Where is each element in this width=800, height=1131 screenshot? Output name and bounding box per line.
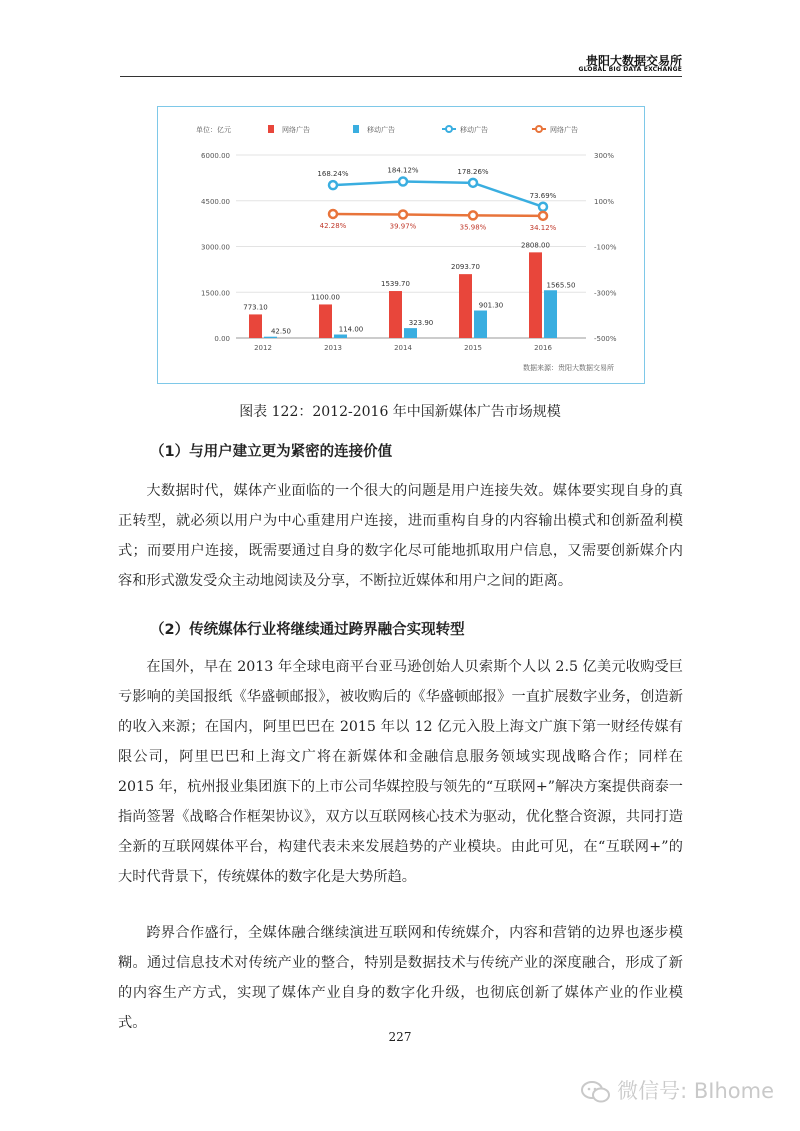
- header-title: 贵阳大数据交易所: [585, 54, 682, 68]
- section1-heading: （1）与用户建立更为紧密的连接价值: [150, 444, 393, 460]
- bar-value-label: 773.10: [243, 303, 268, 312]
- y-left-tick-label: 0.00: [214, 335, 230, 343]
- x-tick-label: 2012: [254, 344, 272, 352]
- wechat-icon: [581, 1080, 611, 1104]
- line-value-label: 35.98%: [459, 223, 487, 232]
- section2-paragraph-2: 跨界合作盛行，全媒体融合继续演进互联网和传统媒介，内容和营销的边界也逐步模糊。通过信息技术对传统产业的整合，特别是数据技术与传统产业的深度融合，形成了新的内容生产方式，实现了媒体产业自身的数字化升级，也彻底创新了媒体产业的作业模式。: [118, 925, 683, 1031]
- legend-swatch: [353, 125, 359, 133]
- bar-mobile: [544, 290, 557, 338]
- bar-network: [319, 304, 332, 338]
- line-point: [469, 211, 477, 219]
- bar-mobile: [474, 311, 487, 338]
- bar-mobile: [264, 337, 277, 338]
- x-tick-label: 2013: [324, 344, 342, 352]
- legend-label: 网络广告: [550, 126, 578, 134]
- figure-caption: 图表 122：2012-2016 年中国新媒体广告市场规模: [239, 404, 561, 420]
- line-point: [539, 212, 547, 220]
- line-series-mobile: [333, 182, 543, 207]
- line-point: [539, 203, 547, 211]
- bar-value-label: 114.00: [338, 325, 364, 334]
- bar-value-label: 1100.00: [311, 293, 340, 302]
- bar-network: [529, 252, 542, 338]
- y-right-tick-label: -100%: [594, 243, 617, 252]
- bar-value-label: 2808.00: [521, 241, 550, 250]
- bar-value-label: 2093.70: [451, 263, 480, 272]
- line-value-label: 178.26%: [457, 167, 489, 176]
- y-right-tick-label: -300%: [594, 289, 617, 298]
- bar-network: [249, 314, 262, 338]
- line-value-label: 184.12%: [387, 166, 419, 175]
- y-left-tick-label: 6000.00: [201, 152, 230, 160]
- y-left-tick-label: 1500.00: [201, 289, 230, 298]
- legend-label: 网络广告: [282, 126, 310, 134]
- line-series-network: [333, 214, 543, 216]
- line-value-label: 39.97%: [389, 222, 417, 231]
- line-value-label: 42.28%: [319, 221, 347, 230]
- bar-value-label: 1539.70: [381, 280, 410, 289]
- y-right-tick-label: 300%: [594, 152, 615, 160]
- legend-label: 移动广告: [460, 126, 488, 134]
- source-label: 数据来源：贵阳大数据交易所: [523, 364, 614, 372]
- legend-marker: [446, 126, 452, 132]
- legend-label: 移动广告: [367, 126, 395, 134]
- x-tick-label: 2016: [534, 344, 552, 352]
- y-left-tick-label: 3000.00: [201, 243, 230, 252]
- y-right-tick-label: -500%: [594, 335, 617, 343]
- page-header: [120, 50, 682, 77]
- y-right-tick-label: 100%: [594, 197, 615, 206]
- section2-heading: （2）传统媒体行业将继续通过跨界融合实现转型: [150, 622, 465, 638]
- line-point: [399, 210, 407, 218]
- unit-label: 单位：亿元: [196, 126, 231, 134]
- section1-paragraph: 大数据时代，媒体产业面临的一个很大的问题是用户连接失效。媒体要实现自身的真正转型，就必须以用户为中心重建用户连接，进而重构自身的内容输出模式和创新盈利模式；而要用户连接，既需要通过自身的数字化尽可能地抓取用户信息，又需要创新媒介内容和形式激发受众主动地阅读及分享，不断拉近媒体和用户之间的距离。: [118, 483, 683, 589]
- legend-swatch: [268, 125, 274, 133]
- line-value-label: 168.24%: [317, 170, 349, 179]
- y-left-tick-label: 4500.00: [201, 197, 230, 206]
- chart-frame: [157, 106, 645, 384]
- line-value-label: 73.69%: [529, 191, 557, 200]
- x-tick-label: 2014: [394, 344, 412, 352]
- bar-value-label: 901.30: [478, 301, 504, 310]
- bar-value-label: 323.90: [408, 319, 434, 328]
- line-point: [329, 210, 337, 218]
- page-number: 227: [388, 1030, 412, 1044]
- legend-marker: [536, 126, 542, 132]
- bar-mobile: [404, 328, 417, 338]
- bar-value-label: 1565.50: [546, 281, 576, 290]
- line-point: [469, 179, 477, 187]
- watermark: [581, 1075, 774, 1105]
- line-point: [399, 178, 407, 186]
- section2-paragraph-1: 在国外，早在 2013 年全球电商平台亚马逊创始人贝索斯个人以 2.5 亿美元收购受巨亏影响的美国报纸《华盛顿邮报》，被收购后的《华盛顿邮报》一直扩展数字业务，创造新的收入来源；在国内，阿里巴巴在 2015 年以 12 亿元入股上海文广旗下第一财经传媒有限公司，阿里巴巴和上海文广将在新媒体和金融信息服务领域实现战略合作；同样在 2015 年，杭州报业集团旗下的上市公司华媒控股与领先的“互联网+”解决方案提供商泰一指尚签署《战略合作框架协议》，双方以互联网核心技术为驱动，优化整合资源，共同打造全新的互联网媒体平台，构建代表未来发展趋势的产业模块。由此可见，在“互联网+”的大时代背景下，传统媒体的数字化是大势所趋。: [118, 659, 683, 885]
- bar-mobile: [334, 335, 347, 338]
- line-point: [329, 181, 337, 189]
- watermark-text: 微信号: BIhome: [617, 1079, 774, 1103]
- header-subtitle: GLOBAL BIG DATA EXCHANGE: [578, 66, 682, 73]
- bar-network: [389, 291, 402, 338]
- x-tick-label: 2015: [464, 344, 482, 352]
- bar-network: [459, 274, 472, 338]
- line-value-label: 34.12%: [529, 223, 557, 232]
- bar-value-label: 42.50: [270, 327, 292, 336]
- chart: [158, 107, 644, 383]
